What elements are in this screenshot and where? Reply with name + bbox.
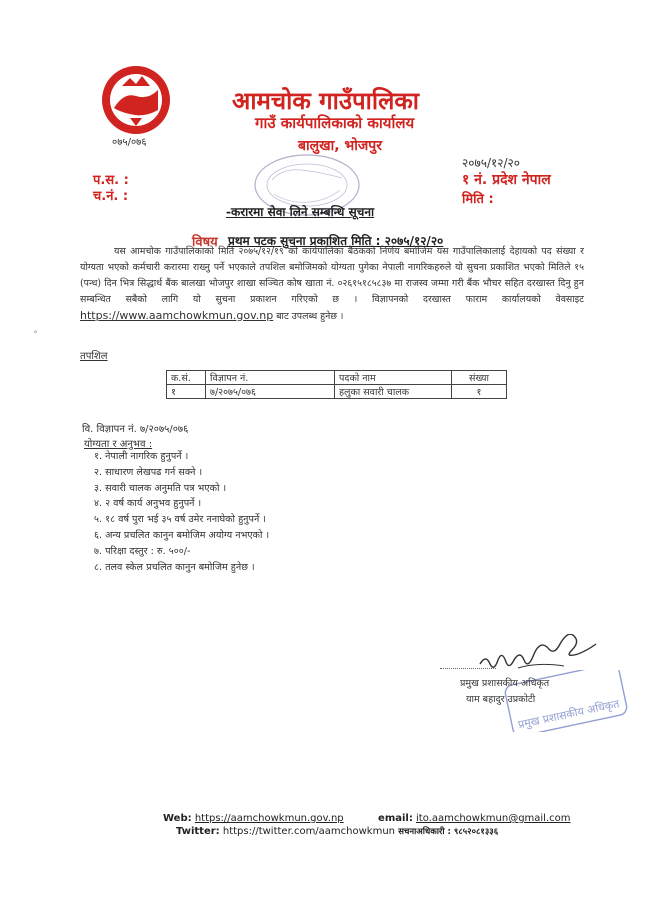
table-header-row — [167, 371, 507, 385]
list-item: ६. अन्य प्रचलित कानुन बमोजिम अयोग्य नभएको । — [94, 529, 270, 541]
list-item: १. नेपाली नागरिक हुनुपर्ने । — [94, 451, 189, 462]
vigyapan-number: वि. विज्ञापन नं. ७/२०७५/०७६ — [82, 424, 189, 435]
patra-sankhya-label: प.स. : — [93, 173, 129, 188]
table-header-cell: पदको नाम — [335, 371, 452, 385]
chalani-number-label: च.नं. : — [93, 189, 129, 204]
qualification-list — [94, 449, 269, 575]
list-item: २. साधारण लेखपढ गर्न सक्ने । — [94, 466, 203, 478]
footer-twitter-link[interactable]: https://twitter.com/aamchowkmun — [222, 826, 396, 837]
table-header-cell: विज्ञापन नं. — [206, 371, 335, 385]
qualification-heading: योग्यता र अनुभव : — [84, 439, 153, 450]
nepal-emblem-icon — [100, 64, 172, 136]
table-header-cell: संख्या — [452, 371, 507, 385]
vacancy-table — [166, 370, 507, 399]
office-location: बालुखा, भोजपुर — [298, 138, 382, 154]
website-link[interactable]: https://www.aamchowkmun.gov.np — [80, 309, 274, 322]
subject-label: विषय — [192, 235, 218, 250]
list-item: ८. तलव स्केल प्रचलित कानुन बमोजिम हुनेछ । — [94, 561, 255, 573]
officer-stamp-text: प्रमुख प्रशासकीय अधिकृत — [516, 697, 621, 732]
web-label: Web: — [163, 813, 192, 824]
notice-body-text: यस आमचोक गाउँपालिकाको मिति २०७५/१२/१९ को कार्यपालिका बैठकको निर्णय बमोजिम यस गाउँपालिकालाई देहायको पद संख्या र योग्यता भएको कर्मचारी करारमा राख्नु पर्ने भएकाले तपशिल बमोजिमको योग्यता पुगेका नेपाली नागरिकहरुले यो सुचना प्रकाशित भएको मितिले १५ (पन्ध) दिन भित्र सिद्धार्थ बैंक बालखा भोजपुर शाखा सञ्चित कोष खाता नं. ०२६१५१८५८३७ मा राजस्व जम्मा गरी बैंक भौचर सहित दरखास्त दिनु हुन सम्बन्धित सबैको लागि यो सुचना प्रकाशन गरिएको छ । विज्ञापनको दरखास्त फाराम कार्यालयको वेवसाइट — [80, 246, 584, 305]
first-notice-date: प्रथम पटक सुचना प्रकाशित मिति : २०७५/१२/२० — [228, 234, 444, 248]
footer-website-link[interactable]: https://aamchowkmun.gov.np — [194, 813, 344, 824]
details-section-label: तपशिल — [80, 351, 108, 362]
footer-email-link[interactable]: ito.aamchowkmun@gmail.com — [416, 813, 571, 824]
list-item: ७. परिक्षा दस्तुर : रु. ५००/- — [94, 545, 191, 557]
province-name: १ नं. प्रदेश नेपाल — [462, 172, 551, 188]
margin-mark: ˚ — [33, 331, 38, 342]
emblem-number: ०७५/०७६ — [112, 137, 147, 148]
office-subtitle: गाउँ कार्यपालिकाको कार्यालय — [255, 114, 415, 132]
notice-body-end: बाट उपलब्ध हुनेछ । — [276, 311, 344, 322]
list-item: ३. सवारी चालक अनुमति पत्र भएको । — [94, 482, 227, 494]
miti-label: मिति : — [462, 192, 494, 207]
table-cell: हलुका सवारी चालक — [335, 385, 452, 399]
notice-body — [80, 244, 584, 325]
table-cell: १ — [167, 385, 206, 399]
list-item: ४. २ वर्ष कार्य अनुभव हुनुपर्ने । — [94, 498, 202, 510]
table-cell: ७/२०७५/०७६ — [206, 385, 335, 399]
table-row — [167, 385, 507, 399]
twitter-label: Twitter: — [176, 826, 220, 837]
officer-name: याम बहादुर उप्रकोटी — [466, 694, 536, 705]
email-label: email: — [378, 813, 413, 824]
footer-contact-line — [163, 813, 571, 824]
footer-twitter-line — [176, 826, 498, 837]
letter-date: २०७५/१२/२० — [462, 156, 521, 170]
info-officer-phone: सचनाअधिकारी : ९८५२०८१३३६ — [398, 827, 499, 837]
table-header-cell: क.सं. — [167, 371, 206, 385]
officer-title: प्रमुख प्रशासकीय अधिकृत — [460, 678, 550, 689]
municipality-title: आमचोक गाउँपालिका — [232, 87, 419, 115]
list-item: ५. १८ वर्ष पुरा भई ३५ वर्ष उमेर ननाघेको हुनुपर्ने । — [94, 514, 266, 526]
table-cell: १ — [452, 385, 507, 399]
notice-heading: -करारमा सेवा लिने सम्बन्धि सूचना — [226, 205, 375, 219]
